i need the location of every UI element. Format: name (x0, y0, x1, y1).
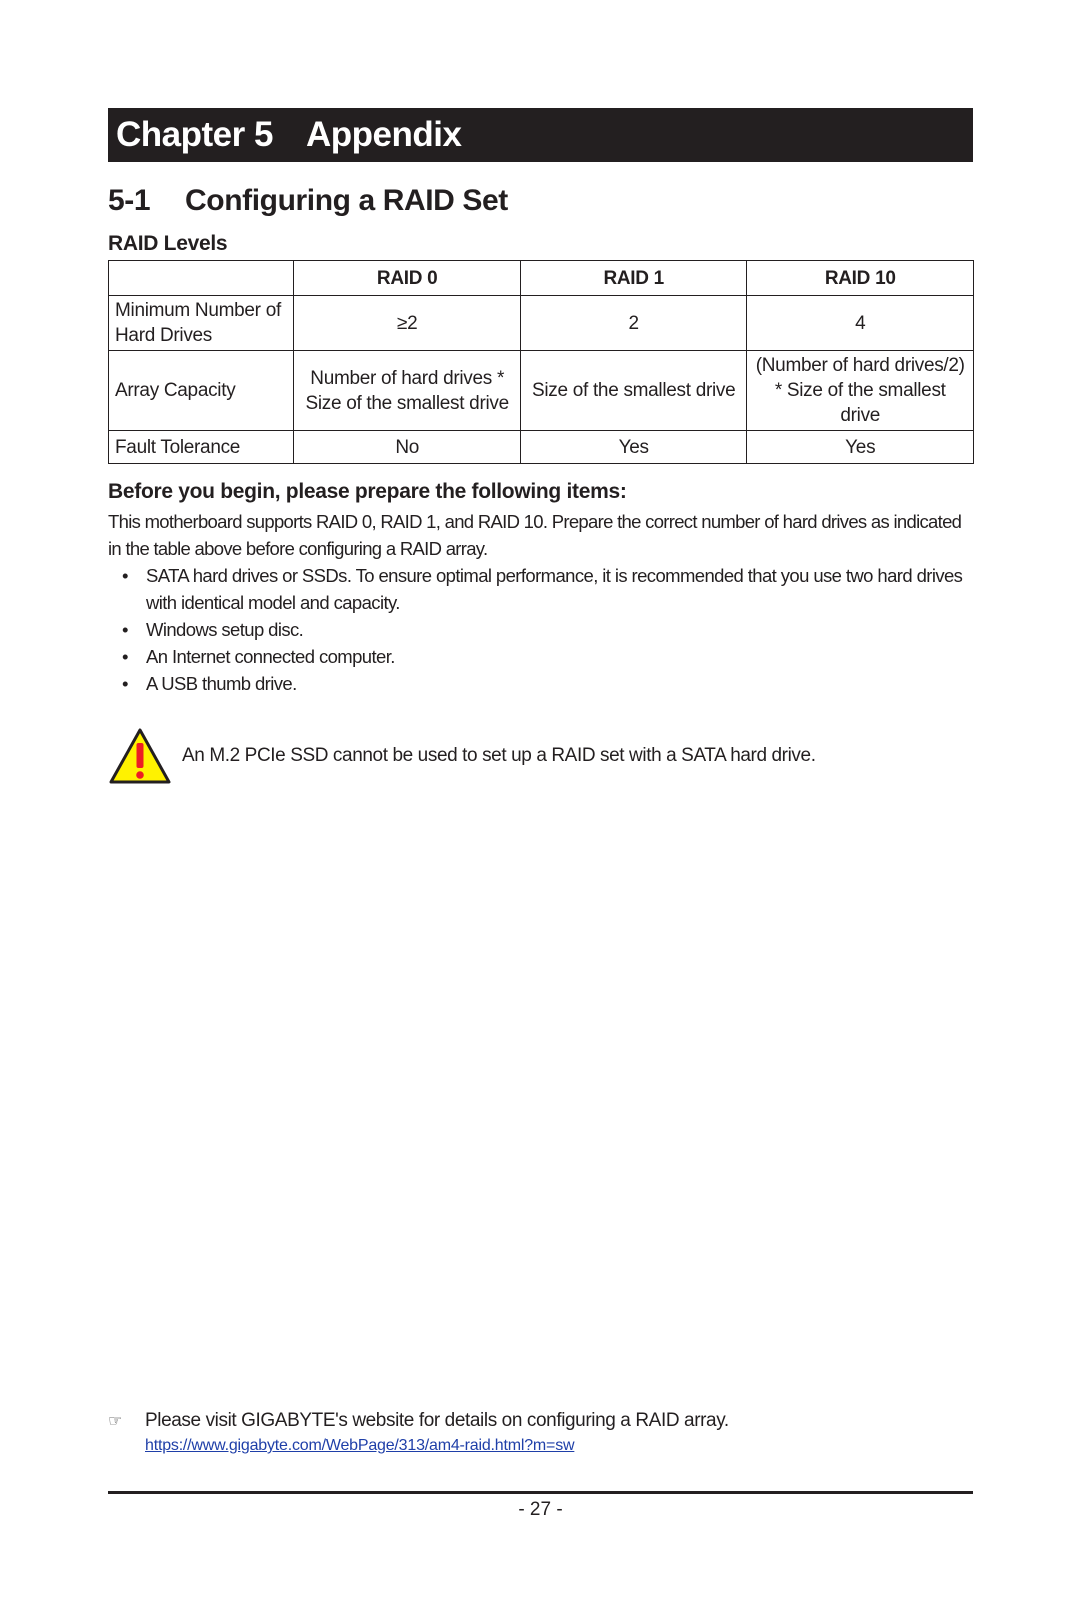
chapter-number: Chapter 5 (116, 115, 273, 154)
table-cell: Yes (747, 431, 974, 464)
footer-rule (108, 1491, 973, 1494)
table-row (109, 296, 974, 351)
list-item (108, 616, 973, 643)
preparation-intro: This motherboard supports RAID 0, RAID 1, and RAID 10. Prepare the correct number of hard drives as indicated in the table above before configuring a RAID array. (108, 511, 962, 559)
list-item-text: A USB thumb drive. (146, 673, 297, 694)
table-row (109, 351, 974, 431)
note-text: Please visit GIGABYTE's website for details on configuring a RAID array. (145, 1410, 729, 1431)
list-item-text: SATA hard drives or SSDs. To ensure optimal performance, it is recommended that you use two hard drives with identical model and capacity. (146, 565, 963, 613)
raid-levels-heading: RAID Levels (108, 232, 228, 255)
table-cell: Size of the smallest drive (520, 351, 747, 431)
row-label: Array Capacity (109, 351, 294, 431)
table-cell: No (294, 431, 521, 464)
warning-triangle-icon (108, 727, 172, 785)
table-header-cell: RAID 0 (294, 261, 521, 296)
section-name: Configuring a RAID Set (185, 184, 508, 217)
page-number: - 27 - (518, 1499, 563, 1520)
table-row (109, 431, 974, 464)
bullet-marker: • (122, 619, 128, 640)
row-label: Fault Tolerance (109, 431, 294, 464)
chapter-header (108, 108, 973, 162)
list-item (108, 670, 973, 697)
bullet-marker: • (122, 565, 128, 586)
table-cell: Yes (520, 431, 747, 464)
section-title (108, 184, 973, 218)
bullet-marker: • (122, 646, 128, 667)
preparation-heading: Before you begin, please prepare the following items: (108, 480, 627, 503)
table-cell: (Number of hard drives/2) * Size of the smallest drive (747, 351, 974, 431)
pointing-hand-icon: ☞ (108, 1413, 122, 1430)
row-label: Minimum Number of Hard Drives (109, 296, 294, 351)
list-item-text: Windows setup disc. (146, 619, 304, 640)
list-item-text: An Internet connected computer. (146, 646, 395, 667)
preparation-list (108, 562, 973, 697)
warning-callout (108, 727, 973, 785)
bullet-marker: • (122, 673, 128, 694)
raid-guide-link[interactable]: https://www.gigabyte.com/WebPage/313/am4-raid.html?m=sw (145, 1437, 575, 1454)
section-number: 5-1 (108, 184, 151, 217)
warning-text: An M.2 PCIe SSD cannot be used to set up a RAID set with a SATA hard drive. (182, 745, 816, 766)
raid-levels-table (108, 260, 974, 464)
table-header-row (109, 261, 974, 296)
table-header-cell (109, 261, 294, 296)
table-cell: 4 (747, 296, 974, 351)
table-cell: ≥2 (294, 296, 521, 351)
list-item (108, 562, 973, 616)
table-cell: Number of hard drives * Size of the smallest drive (294, 351, 521, 431)
chapter-title: Appendix (306, 115, 462, 154)
website-note (108, 1410, 973, 1456)
list-item (108, 643, 973, 670)
table-header-cell: RAID 10 (747, 261, 974, 296)
table-header-cell: RAID 1 (520, 261, 747, 296)
table-cell: 2 (520, 296, 747, 351)
page-content (108, 108, 973, 785)
